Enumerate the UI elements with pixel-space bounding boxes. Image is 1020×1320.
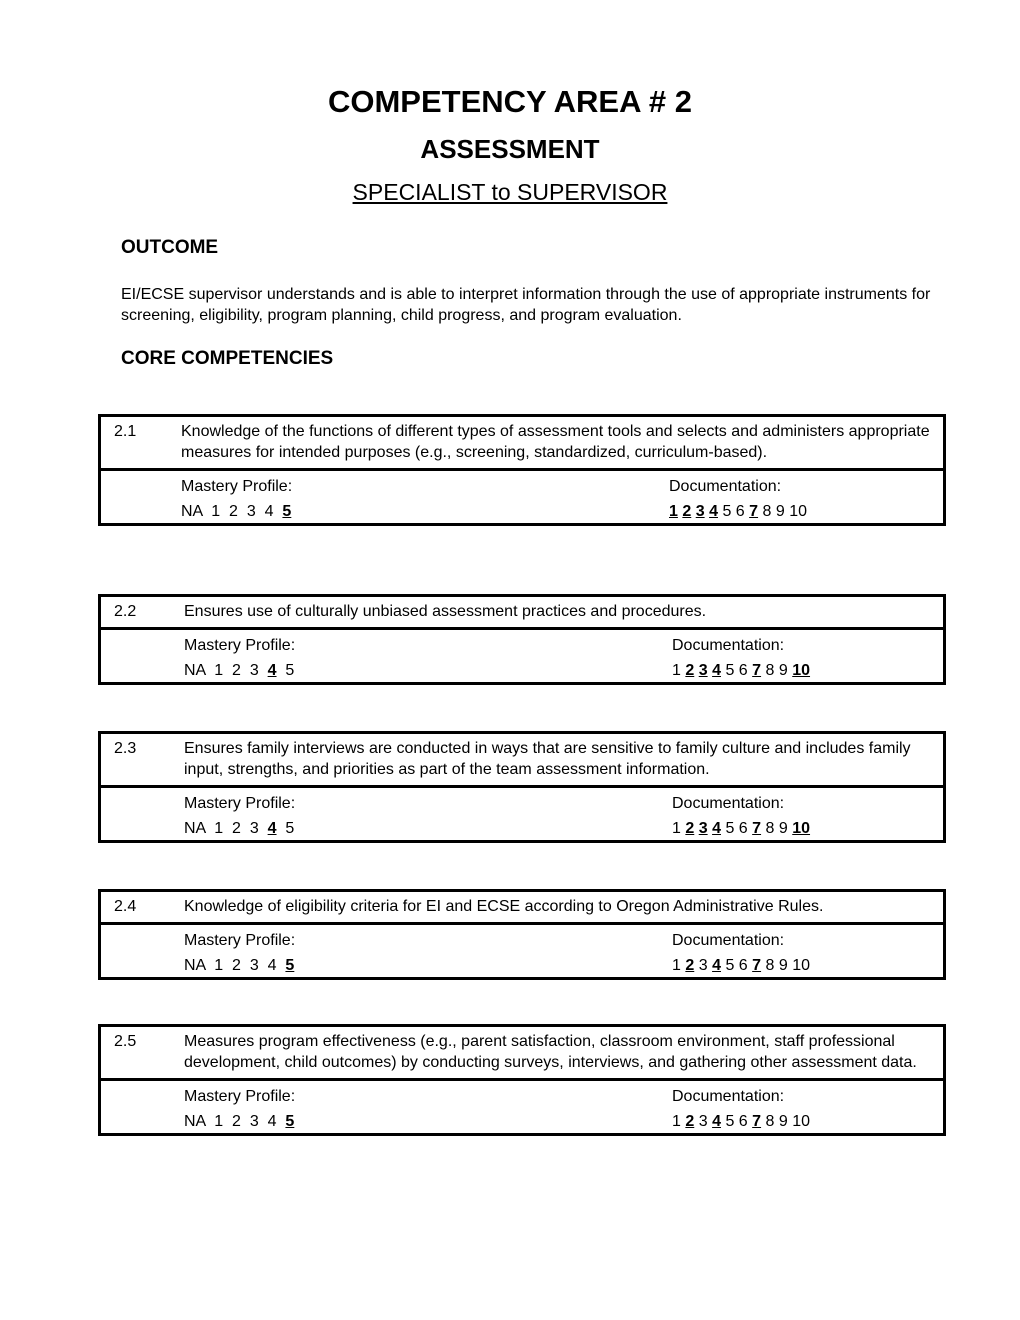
documentation-option-1: 1 bbox=[672, 662, 681, 679]
mastery-option-NA: NA bbox=[184, 1113, 206, 1130]
documentation-option-6: 6 bbox=[738, 957, 748, 974]
rating-row bbox=[101, 925, 943, 977]
mastery-option-3: 3 bbox=[246, 503, 256, 520]
documentation-option-10: 10 bbox=[792, 957, 811, 974]
documentation-option-7: 7 bbox=[752, 1113, 762, 1130]
documentation-option-3: 3 bbox=[698, 820, 708, 837]
documentation-option-5: 5 bbox=[725, 957, 735, 974]
competency-description: Ensures family interviews are conducted in ways that are sensitive to family culture and includes family input, strengths, and priorities as part of the team assessment information. bbox=[184, 740, 911, 778]
mastery-scale bbox=[181, 501, 291, 522]
documentation-option-8: 8 bbox=[765, 957, 775, 974]
mastery-option-1: 1 bbox=[214, 820, 224, 837]
mastery-option-4: 4 bbox=[264, 503, 274, 520]
documentation-option-9: 9 bbox=[778, 820, 788, 837]
documentation-label: Documentation: bbox=[672, 795, 785, 812]
mastery-option-5: 5 bbox=[282, 503, 292, 520]
mastery-option-5: 5 bbox=[285, 957, 295, 974]
competency-number: 2.4 bbox=[114, 898, 137, 915]
mastery-option-2: 2 bbox=[229, 503, 238, 520]
documentation-scale bbox=[672, 955, 810, 976]
documentation-option-4: 4 bbox=[712, 662, 721, 679]
documentation-scale bbox=[672, 1111, 810, 1132]
documentation-option-6: 6 bbox=[738, 662, 748, 679]
outcome-text: EI/ECSE supervisor understands and is able to interpret information through the use of appropriate instruments for screening, eligibility, program planning, child progress, and program evaluation. bbox=[121, 286, 931, 324]
documentation-option-10: 10 bbox=[789, 503, 808, 520]
mastery-scale bbox=[184, 1111, 294, 1132]
mastery-label: Mastery Profile: bbox=[184, 637, 296, 654]
mastery-option-3: 3 bbox=[249, 957, 259, 974]
competency-number: 2.5 bbox=[114, 1033, 137, 1050]
documentation-option-6: 6 bbox=[735, 503, 745, 520]
page-level: SPECIALIST to SUPERVISOR bbox=[352, 179, 668, 205]
mastery-option-5: 5 bbox=[285, 662, 295, 679]
documentation-option-7: 7 bbox=[752, 957, 762, 974]
competency-box bbox=[98, 889, 946, 980]
mastery-option-1: 1 bbox=[214, 1113, 224, 1130]
documentation-option-10: 10 bbox=[792, 662, 811, 679]
mastery-option-2: 2 bbox=[232, 662, 241, 679]
documentation-option-8: 8 bbox=[762, 503, 772, 520]
documentation-option-9: 9 bbox=[778, 957, 788, 974]
competency-description: Knowledge of eligibility criteria for EI and ECSE according to Oregon Administrative Rules. bbox=[184, 898, 824, 915]
competency-box bbox=[98, 731, 946, 843]
rating-row bbox=[101, 788, 943, 840]
documentation-option-4: 4 bbox=[712, 957, 721, 974]
documentation-scale bbox=[669, 501, 807, 522]
mastery-label: Mastery Profile: bbox=[184, 932, 296, 949]
outcome-heading: OUTCOME bbox=[121, 237, 219, 258]
competency-description-row bbox=[101, 1027, 943, 1081]
documentation-option-10: 10 bbox=[792, 820, 811, 837]
mastery-option-3: 3 bbox=[249, 1113, 259, 1130]
documentation-option-1: 1 bbox=[669, 503, 678, 520]
mastery-option-2: 2 bbox=[232, 1113, 241, 1130]
competency-description-row bbox=[101, 597, 943, 630]
documentation-option-4: 4 bbox=[712, 1113, 721, 1130]
mastery-scale bbox=[184, 660, 294, 681]
mastery-label: Mastery Profile: bbox=[184, 1088, 296, 1105]
core-competencies-heading: CORE COMPETENCIES bbox=[121, 348, 334, 369]
mastery-option-5: 5 bbox=[285, 820, 295, 837]
documentation-scale bbox=[672, 660, 810, 681]
documentation-label: Documentation: bbox=[672, 932, 785, 949]
mastery-scale bbox=[184, 818, 294, 839]
documentation-option-2: 2 bbox=[682, 503, 692, 520]
competency-number: 2.1 bbox=[114, 423, 137, 440]
competency-description-row bbox=[101, 892, 943, 925]
documentation-option-5: 5 bbox=[725, 662, 735, 679]
competency-description: Knowledge of the functions of different types of assessment tools and selects and administers appropriate measures for intended purposes (e.g., screening, standardized, curriculum-based). bbox=[181, 423, 930, 461]
mastery-option-4: 4 bbox=[267, 1113, 277, 1130]
mastery-option-1: 1 bbox=[214, 957, 224, 974]
mastery-option-1: 1 bbox=[214, 662, 224, 679]
documentation-option-3: 3 bbox=[695, 503, 705, 520]
mastery-option-3: 3 bbox=[249, 820, 259, 837]
mastery-option-NA: NA bbox=[184, 820, 206, 837]
documentation-option-3: 3 bbox=[698, 1113, 708, 1130]
documentation-option-7: 7 bbox=[752, 820, 762, 837]
documentation-label: Documentation: bbox=[672, 1088, 785, 1105]
mastery-label: Mastery Profile: bbox=[184, 795, 296, 812]
mastery-option-3: 3 bbox=[249, 662, 259, 679]
mastery-option-NA: NA bbox=[184, 662, 206, 679]
documentation-option-9: 9 bbox=[778, 662, 788, 679]
mastery-option-5: 5 bbox=[285, 1113, 295, 1130]
documentation-option-9: 9 bbox=[775, 503, 785, 520]
documentation-option-2: 2 bbox=[685, 662, 695, 679]
competency-box bbox=[98, 594, 946, 685]
competency-box bbox=[98, 1024, 946, 1136]
documentation-option-8: 8 bbox=[765, 820, 775, 837]
documentation-option-3: 3 bbox=[698, 662, 708, 679]
documentation-option-1: 1 bbox=[672, 957, 681, 974]
documentation-option-8: 8 bbox=[765, 662, 775, 679]
documentation-option-6: 6 bbox=[738, 820, 748, 837]
competency-description: Ensures use of culturally unbiased assessment practices and procedures. bbox=[184, 603, 707, 620]
competency-number: 2.3 bbox=[114, 740, 137, 757]
documentation-option-6: 6 bbox=[738, 1113, 748, 1130]
mastery-label: Mastery Profile: bbox=[181, 478, 293, 495]
rating-row bbox=[101, 471, 943, 523]
competency-description-row bbox=[101, 734, 943, 788]
documentation-option-1: 1 bbox=[672, 820, 681, 837]
documentation-option-2: 2 bbox=[685, 820, 695, 837]
mastery-option-4: 4 bbox=[267, 957, 277, 974]
mastery-option-1: 1 bbox=[211, 503, 221, 520]
documentation-option-8: 8 bbox=[765, 1113, 775, 1130]
competency-description: Measures program effectiveness (e.g., parent satisfaction, classroom environment, staff professional development, child outcomes) by conducting surveys, interviews, and gathering other assessment data. bbox=[184, 1033, 917, 1071]
page-title: COMPETENCY AREA # 2 bbox=[327, 84, 693, 119]
mastery-option-2: 2 bbox=[232, 820, 241, 837]
documentation-option-5: 5 bbox=[725, 1113, 735, 1130]
competency-number: 2.2 bbox=[114, 603, 137, 620]
competency-description-row bbox=[101, 417, 943, 471]
documentation-option-10: 10 bbox=[792, 1113, 811, 1130]
documentation-option-7: 7 bbox=[752, 662, 762, 679]
documentation-option-4: 4 bbox=[712, 820, 721, 837]
documentation-option-4: 4 bbox=[709, 503, 718, 520]
mastery-option-4: 4 bbox=[267, 820, 277, 837]
page-subtitle: ASSESSMENT bbox=[420, 134, 600, 164]
mastery-option-NA: NA bbox=[181, 503, 203, 520]
documentation-option-3: 3 bbox=[698, 957, 708, 974]
mastery-option-NA: NA bbox=[184, 957, 206, 974]
documentation-option-9: 9 bbox=[778, 1113, 788, 1130]
rating-row bbox=[101, 1081, 943, 1133]
documentation-label: Documentation: bbox=[669, 478, 782, 495]
mastery-option-4: 4 bbox=[267, 662, 277, 679]
documentation-option-5: 5 bbox=[725, 820, 735, 837]
rating-row bbox=[101, 630, 943, 682]
documentation-label: Documentation: bbox=[672, 637, 785, 654]
documentation-scale bbox=[672, 818, 810, 839]
competency-box bbox=[98, 414, 946, 526]
mastery-option-2: 2 bbox=[232, 957, 241, 974]
documentation-option-7: 7 bbox=[749, 503, 759, 520]
documentation-option-1: 1 bbox=[672, 1113, 681, 1130]
documentation-option-2: 2 bbox=[685, 957, 695, 974]
documentation-option-5: 5 bbox=[722, 503, 732, 520]
documentation-option-2: 2 bbox=[685, 1113, 695, 1130]
mastery-scale bbox=[184, 955, 294, 976]
